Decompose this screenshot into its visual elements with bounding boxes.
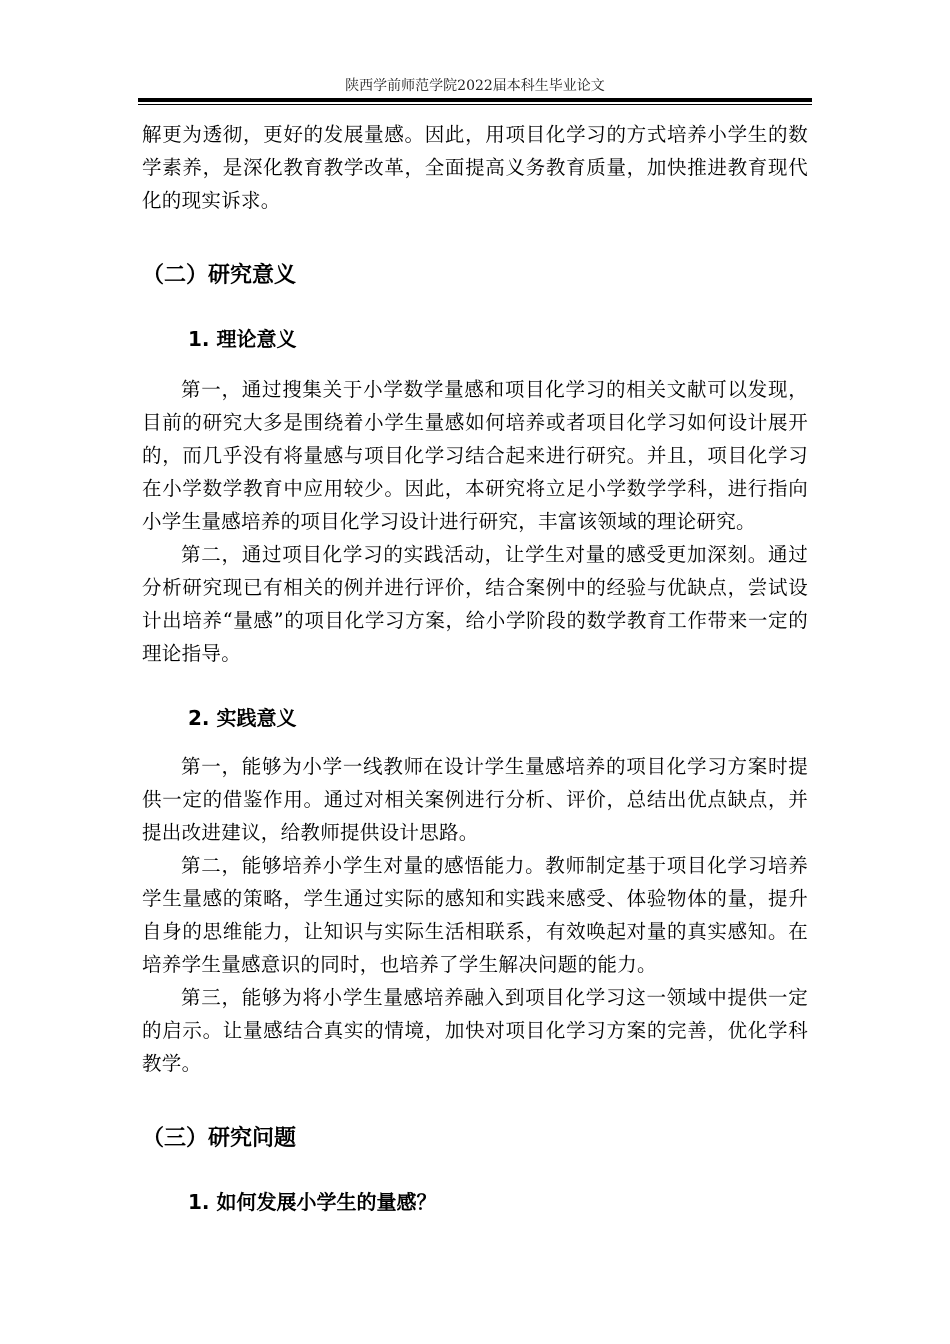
subheading-practical-significance: 2. 实践意义: [188, 706, 297, 730]
header-rule-thick: [138, 98, 812, 102]
document-body: [142, 118, 808, 1216]
practice-paragraph-3: 第三，能够为将小学生量感培养融入到项目化学习这一领域中提供一定的启示。让量感结合真实的情境，加快对项目化学习方案的完善，优化学科教学。: [142, 986, 808, 1075]
subheading-theoretical-significance: 1. 理论意义: [188, 327, 297, 351]
theory-paragraph-1: 第一，通过搜集关于小学数学量感和项目化学习的相关文献可以发现，目前的研究大多是围绕着小学生量感如何培养或者项目化学习如何设计展开的，而几乎没有将量感与项目化学习结合起来进行研究。并且，项目化学习在小学数学教育中应用较少。因此，本研究将立足小学数学学科，进行指向小学生量感培养的项目化学习设计进行研究，丰富该领域的理论研究。: [142, 378, 808, 533]
subheading-question-1: 1. 如何发展小学生的量感？: [188, 1190, 437, 1214]
section-heading-research-significance: （二）研究意义: [142, 263, 297, 288]
intro-paragraph: 解更为透彻，更好的发展量感。因此，用项目化学习的方式培养小学生的数学素养，是深化教育教学改革，全面提高义务教育质量，加快推进教育现代化的现实诉求。: [142, 123, 808, 212]
section-heading-research-questions: （三）研究问题: [142, 1126, 297, 1151]
header-rule-thin: [138, 104, 812, 105]
practice-paragraph-2: 第二，能够培养小学生对量的感悟能力。教师制定基于项目化学习培养学生量感的策略，学生通过实际的感知和实践来感受、体验物体的量，提升自身的思维能力，让知识与实际生活相联系，有效唤起对量的真实感知。在培养学生量感意识的同时，也培养了学生解决问题的能力。: [142, 854, 808, 976]
page-header: 陕西学前师范学院2022届本科生毕业论文: [345, 78, 605, 94]
practice-paragraph-1: 第一，能够为小学一线教师在设计学生量感培养的项目化学习方案时提供一定的借鉴作用。通过对相关案例进行分析、评价，总结出优点缺点，并提出改进建议，给教师提供设计思路。: [142, 755, 808, 844]
theory-paragraph-2: 第二，通过项目化学习的实践活动，让学生对量的感受更加深刻。通过分析研究现已有相关的例并进行评价，结合案例中的经验与优缺点，尝试设计出培养“量感”的项目化学习方案，给小学阶段的数学教育工作带来一定的理论指导。: [142, 543, 808, 665]
